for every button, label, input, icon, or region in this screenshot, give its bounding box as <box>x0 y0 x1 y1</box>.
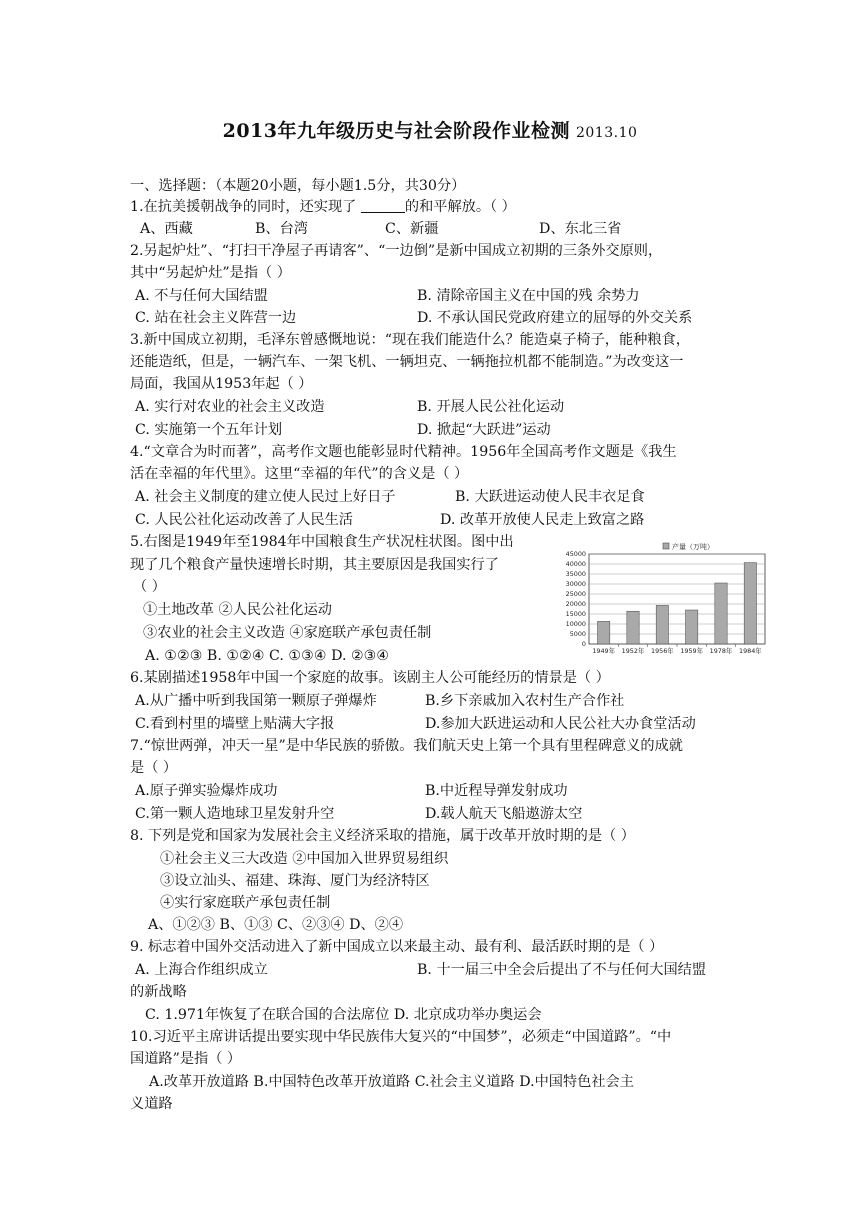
q10-options-continued: 义道路 <box>130 1096 173 1112</box>
q6-option-c: C.看到村里的墙壁上贴满大字报 <box>135 716 335 732</box>
bar-1949年 <box>598 621 610 644</box>
bar-1984年 <box>744 563 756 644</box>
q5-answer-options: A. ①②③ B. ①②④ C. ①③④ D. ②③④ <box>145 648 390 664</box>
y-tick-label: 20000 <box>565 600 586 609</box>
q3-stem-line3: 局面，我国从1953年起（ ） <box>130 376 313 392</box>
y-tick-label: 10000 <box>565 620 586 629</box>
q10-stem-line2: 国道路”是指（ ） <box>130 1051 242 1067</box>
bar-1952年 <box>627 611 639 644</box>
q8-items-line3: ④实行家庭联产承包责任制 <box>160 895 331 911</box>
q5-items-line2: ③农业的社会主义改造 ④家庭联产承包责任制 <box>143 625 432 641</box>
q6-option-d: D.参加大跃进运动和人民公社大办食堂活动 <box>425 716 696 732</box>
bar-1956年 <box>656 605 668 644</box>
q7-option-d: D.载人航天飞船遨游太空 <box>425 806 583 822</box>
q6-stem: 6.某剧描述1958年中国一个家庭的故事。该剧主人公可能经历的情景是（ ） <box>130 670 610 686</box>
y-tick-label: 45000 <box>565 550 586 559</box>
q6-option-a: A.从广播中听到我国第一颗原子弹爆炸 <box>135 693 377 709</box>
q3-stem-line2: 还能造纸，但是，一辆汽车、一架飞机、一辆坦克、一辆拖拉机都不能制造。”为改变这一 <box>130 354 684 370</box>
plot-frame <box>589 554 765 644</box>
q8-stem: 8. 下列是党和国家为发展社会主义经济采取的措施，属于改革开放时期的是（ ） <box>130 828 635 844</box>
q6-option-b: B.乡下亲戚加入农村生产合作社 <box>425 693 625 709</box>
q1-option-c: C、新疆 <box>385 221 439 237</box>
q9-options-cd: C. 1.971年恢复了在联合国的合法席位 D. 北京成功举办奥运会 <box>145 1007 542 1023</box>
bar-1978年 <box>715 583 727 644</box>
q8-items-line2: ③设立汕头、福建、珠海、厦门为经济特区 <box>160 873 430 889</box>
q4-option-a: A. 社会主义制度的建立使人民过上好日子 <box>135 489 396 505</box>
q7-stem-line2: 是（ ） <box>130 760 178 776</box>
q9-stem: 9. 标志着中国外交活动进入了新中国成立以来最主动、最有利、最活跃时期的是（ ） <box>130 939 664 955</box>
x-tick-label: 1952年 <box>621 647 645 655</box>
q3-stem-line1: 3.新中国成立初期，毛泽东曾感慨地说：“现在我们能造什么？能造桌子椅子，能种粮食， <box>130 332 690 348</box>
q1-option-a: A、西藏 <box>140 221 193 237</box>
q1-option-b: B、台湾 <box>255 221 308 237</box>
x-tick-label: 1949年 <box>592 647 615 655</box>
legend-label: 产量（万吨） <box>672 543 714 551</box>
y-tick-label: 40000 <box>565 560 586 569</box>
q3-option-c: C. 实施第一个五年计划 <box>135 422 283 438</box>
q10-stem-line1: 10.习近平主席讲话提出要实现中华民族伟大复兴的“中国梦”，必须走“中国道路”。“中 <box>130 1029 672 1045</box>
q3-option-b: B. 开展人民公社化运动 <box>417 399 565 415</box>
x-tick-label: 1984年 <box>739 647 762 655</box>
y-tick-label: 35000 <box>565 570 586 579</box>
q9-option-b-continued: 的新战略 <box>130 984 187 1000</box>
y-tick-label: 5000 <box>569 630 586 639</box>
q2-stem-line1: 2.另起炉灶”、“打扫干净屋子再请客”、“一边倒”是新中国成立初期的三条外交原则， <box>130 243 663 259</box>
x-tick-label: 1959年 <box>680 647 703 655</box>
q4-option-c: C. 人民公社化运动改善了人民生活 <box>135 512 353 528</box>
q9-option-a: A. 上海合作组织成立 <box>135 962 268 978</box>
chart-svg <box>545 540 767 658</box>
q8-items-line1: ①社会主义三大改造 ②中国加入世界贸易组织 <box>160 851 449 867</box>
q3-option-d: D. 掀起“大跃进”运动 <box>417 422 551 438</box>
q9-option-b: B. 十一届三中全会后提出了不与任何大国结盟 <box>417 962 707 978</box>
grain-production-chart <box>545 540 767 658</box>
q2-stem-line2: 其中“另起炉灶”是指（ ） <box>130 265 291 281</box>
page-title <box>0 116 860 143</box>
y-tick-label: 30000 <box>565 580 586 589</box>
q7-option-c: C.第一颗人造地球卫星发射升空 <box>135 806 335 822</box>
y-tick-label: 15000 <box>565 610 586 619</box>
q3-option-a: A. 实行对农业的社会主义改造 <box>135 399 325 415</box>
x-tick-label: 1978年 <box>709 647 733 655</box>
q5-stem-line3: （ ） <box>133 579 166 595</box>
title-text: 2013年九年级历史与社会阶段作业检测 <box>222 120 570 142</box>
y-tick-label: 25000 <box>565 590 586 599</box>
q7-option-a: A.原子弹实验爆炸成功 <box>135 783 278 799</box>
q1-option-d: D、东北三省 <box>539 221 622 237</box>
q2-option-b: B. 清除帝国主义在中国的残 余势力 <box>417 288 640 304</box>
legend-swatch <box>663 543 669 549</box>
q4-stem-line1: 4.“文章合为时而著”，高考作文题也能彰显时代精神。1956年全国高考作文题是《我生 <box>130 444 677 460</box>
q10-options: A.改革开放道路 B.中国特色改革开放道路 C.社会主义道路 D.中国特色社会主 <box>149 1074 634 1090</box>
answer-blank <box>361 198 405 213</box>
q4-stem-line2: 活在幸福的年代里》。这里“幸福的年代”的含义是（ ） <box>130 466 469 482</box>
q4-option-b: B. 大跃进运动使人民丰衣足食 <box>455 489 645 505</box>
q7-option-b: B.中近程导弹发射成功 <box>425 783 568 799</box>
q5-stem-line1: 5.右图是1949年至1984年中国粮食生产状况柱状图。图中出 <box>130 534 514 550</box>
q4-option-d: D. 改革开放使人民走上致富之路 <box>440 512 645 528</box>
section-heading: 一、选择题：（本题20小题，每小题1.5分，共30分） <box>130 178 466 194</box>
y-tick-label: 0 <box>581 640 586 649</box>
q5-items-line1: ①土地改革 ②人民公社化运动 <box>143 602 332 618</box>
x-tick-label: 1956年 <box>651 647 674 655</box>
title-date: 2013.10 <box>575 125 638 141</box>
q8-answer-options: A、①②③ B、①③ C、②③④ D、②④ <box>148 917 404 933</box>
q1-stem: 1.在抗美援朝战争的同时，还实现了 的和平解放。（ ） <box>130 199 516 215</box>
q2-option-c: C. 站在社会主义阵营一边 <box>135 310 297 326</box>
q5-stem-line2: 现了几个粮食产量快速增长时期，其主要原因是我国实行了 <box>130 557 499 573</box>
q2-option-a: A. 不与任何大国结盟 <box>135 288 268 304</box>
bar-1959年 <box>686 610 698 644</box>
q7-stem-line1: 7.“惊世两弹，冲天一星”是中华民族的骄傲。我们航天史上第一个具有里程碑意义的成就 <box>130 738 683 754</box>
q2-option-d: D. 不承认国民党政府建立的屈辱的外交关系 <box>417 310 693 326</box>
